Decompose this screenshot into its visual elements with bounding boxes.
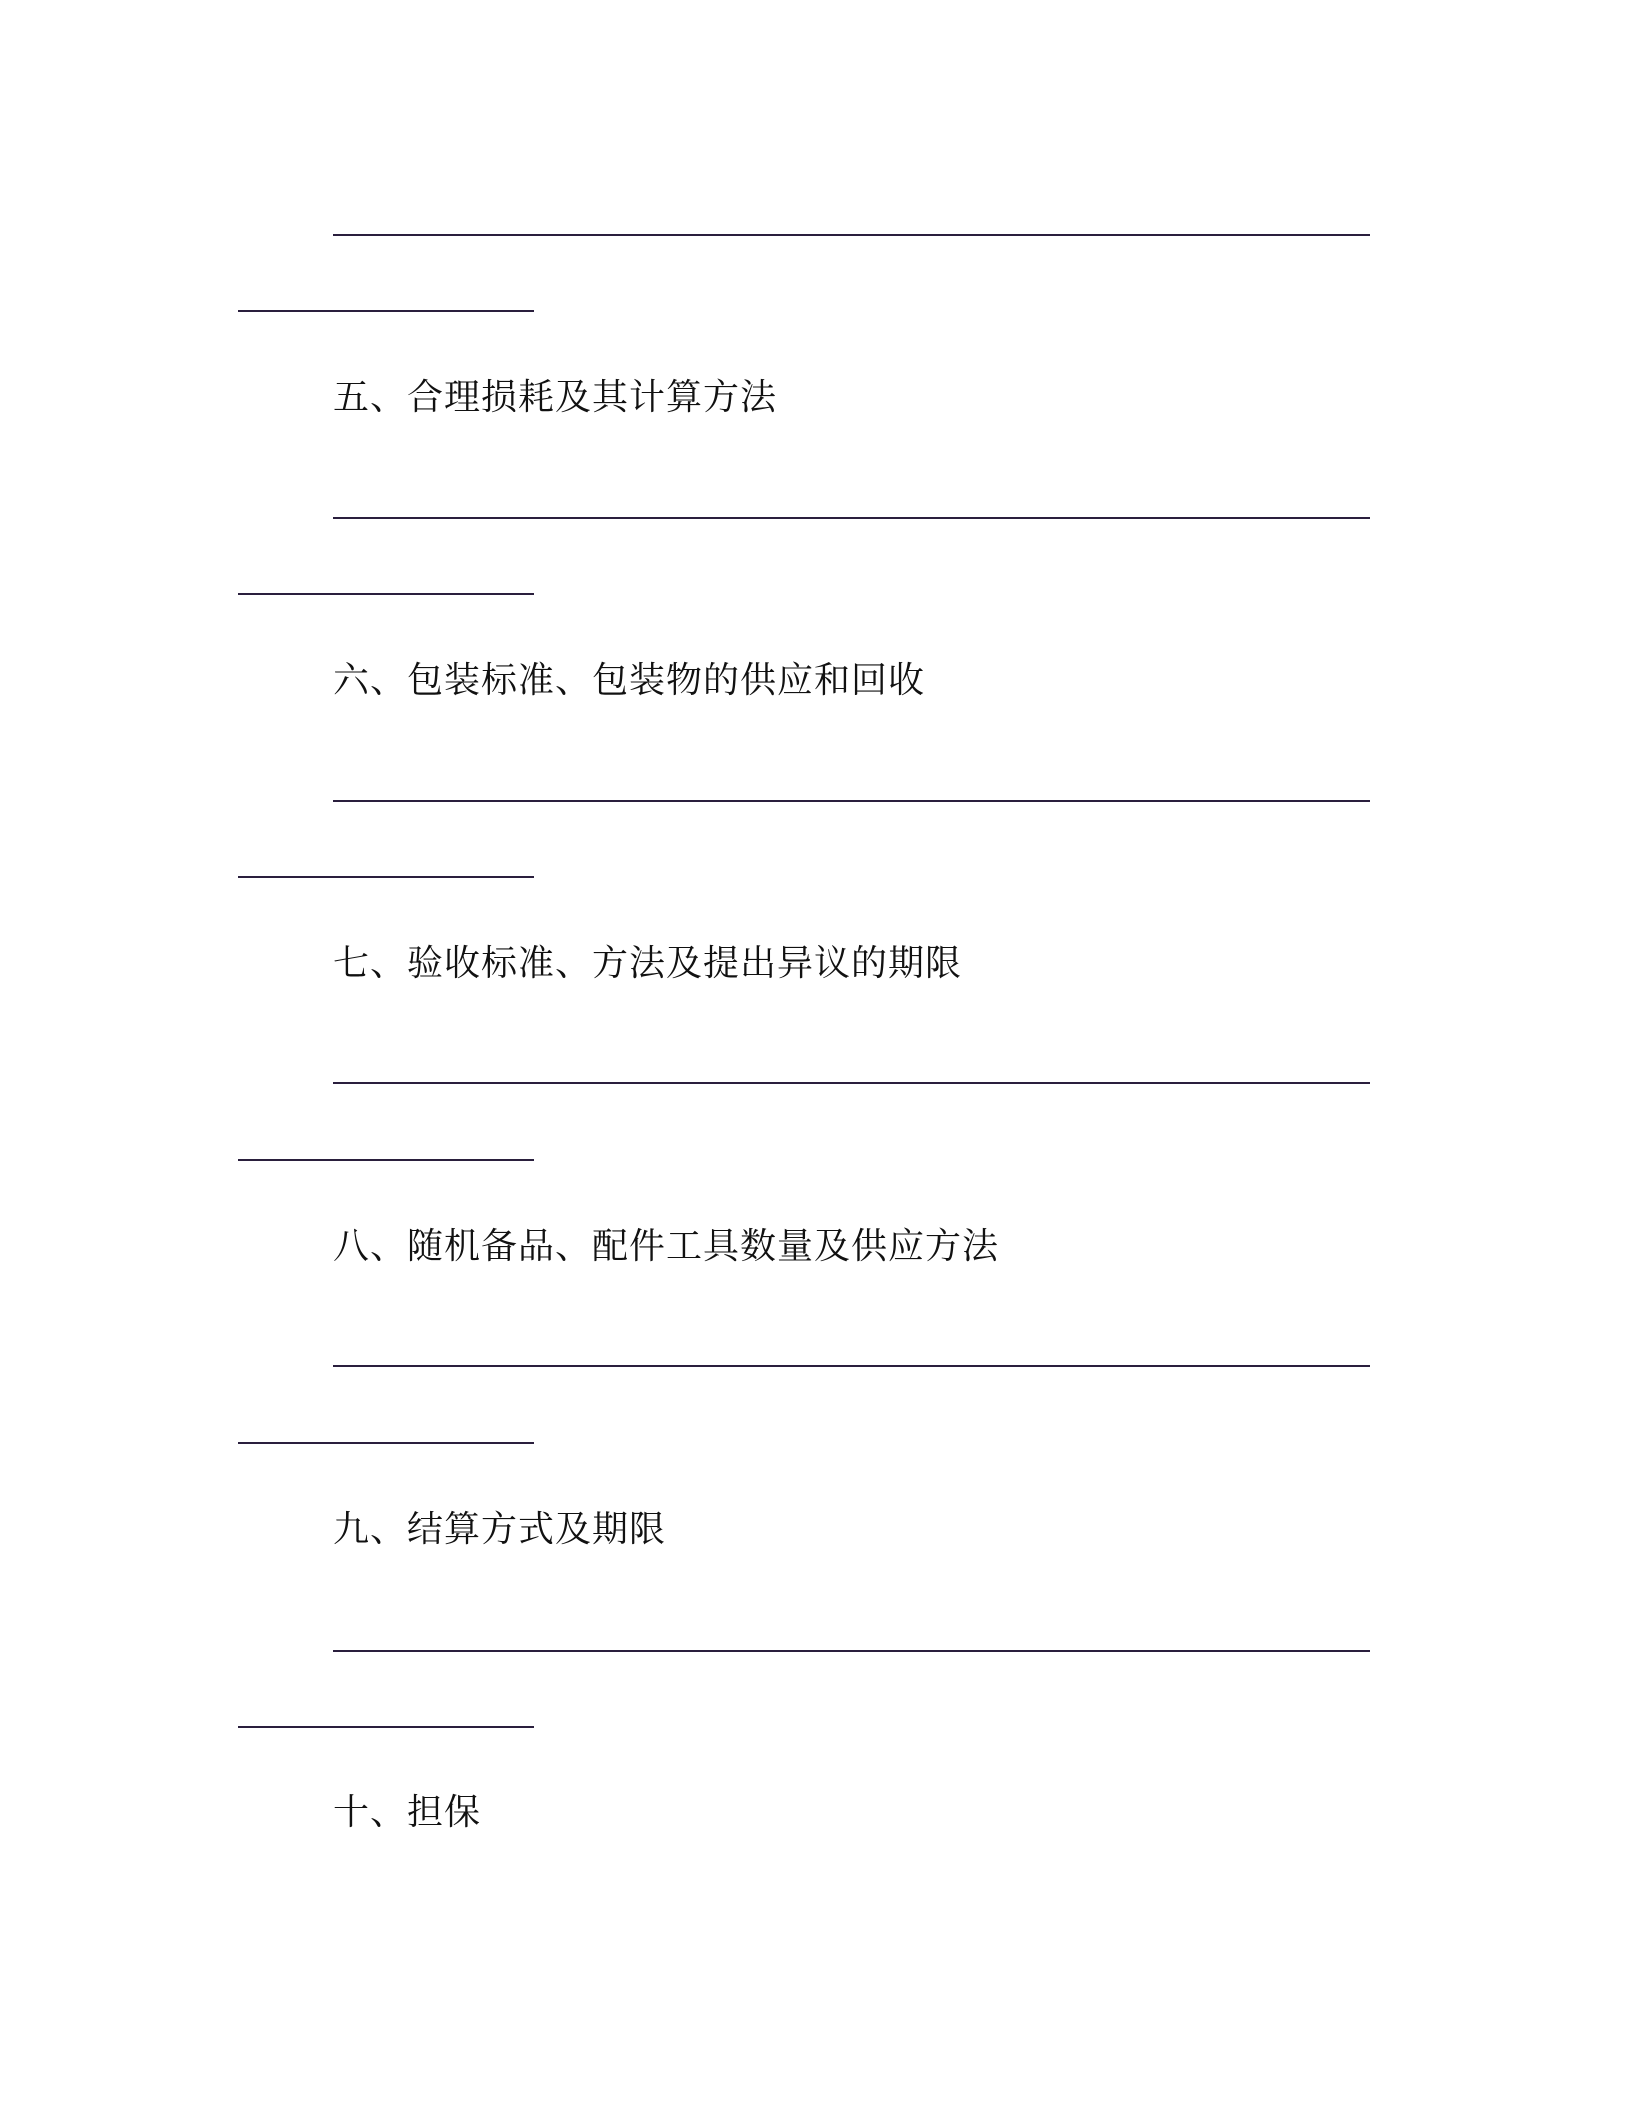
- blank-line-short: [238, 310, 534, 312]
- section-heading-8: 八、随机备品、配件工具数量及供应方法: [333, 1226, 1000, 1267]
- blank-line-long: [333, 1650, 1370, 1652]
- blank-line-short: [238, 876, 534, 878]
- section-heading-6: 六、包装标准、包装物的供应和回收: [333, 660, 926, 701]
- section-heading-10: 十、担保: [333, 1792, 482, 1833]
- section-heading-7: 七、验收标准、方法及提出异议的期限: [333, 943, 963, 984]
- blank-line-long: [333, 517, 1370, 519]
- blank-line-short: [238, 1726, 534, 1728]
- blank-line-long: [333, 1082, 1370, 1084]
- blank-line-long: [333, 234, 1370, 236]
- blank-line-short: [238, 593, 534, 595]
- section-heading-9: 九、结算方式及期限: [333, 1509, 667, 1550]
- blank-line-long: [333, 800, 1370, 802]
- section-heading-5: 五、合理损耗及其计算方法: [333, 377, 778, 418]
- blank-line-long: [333, 1365, 1370, 1367]
- blank-line-short: [238, 1159, 534, 1161]
- blank-line-short: [238, 1442, 534, 1444]
